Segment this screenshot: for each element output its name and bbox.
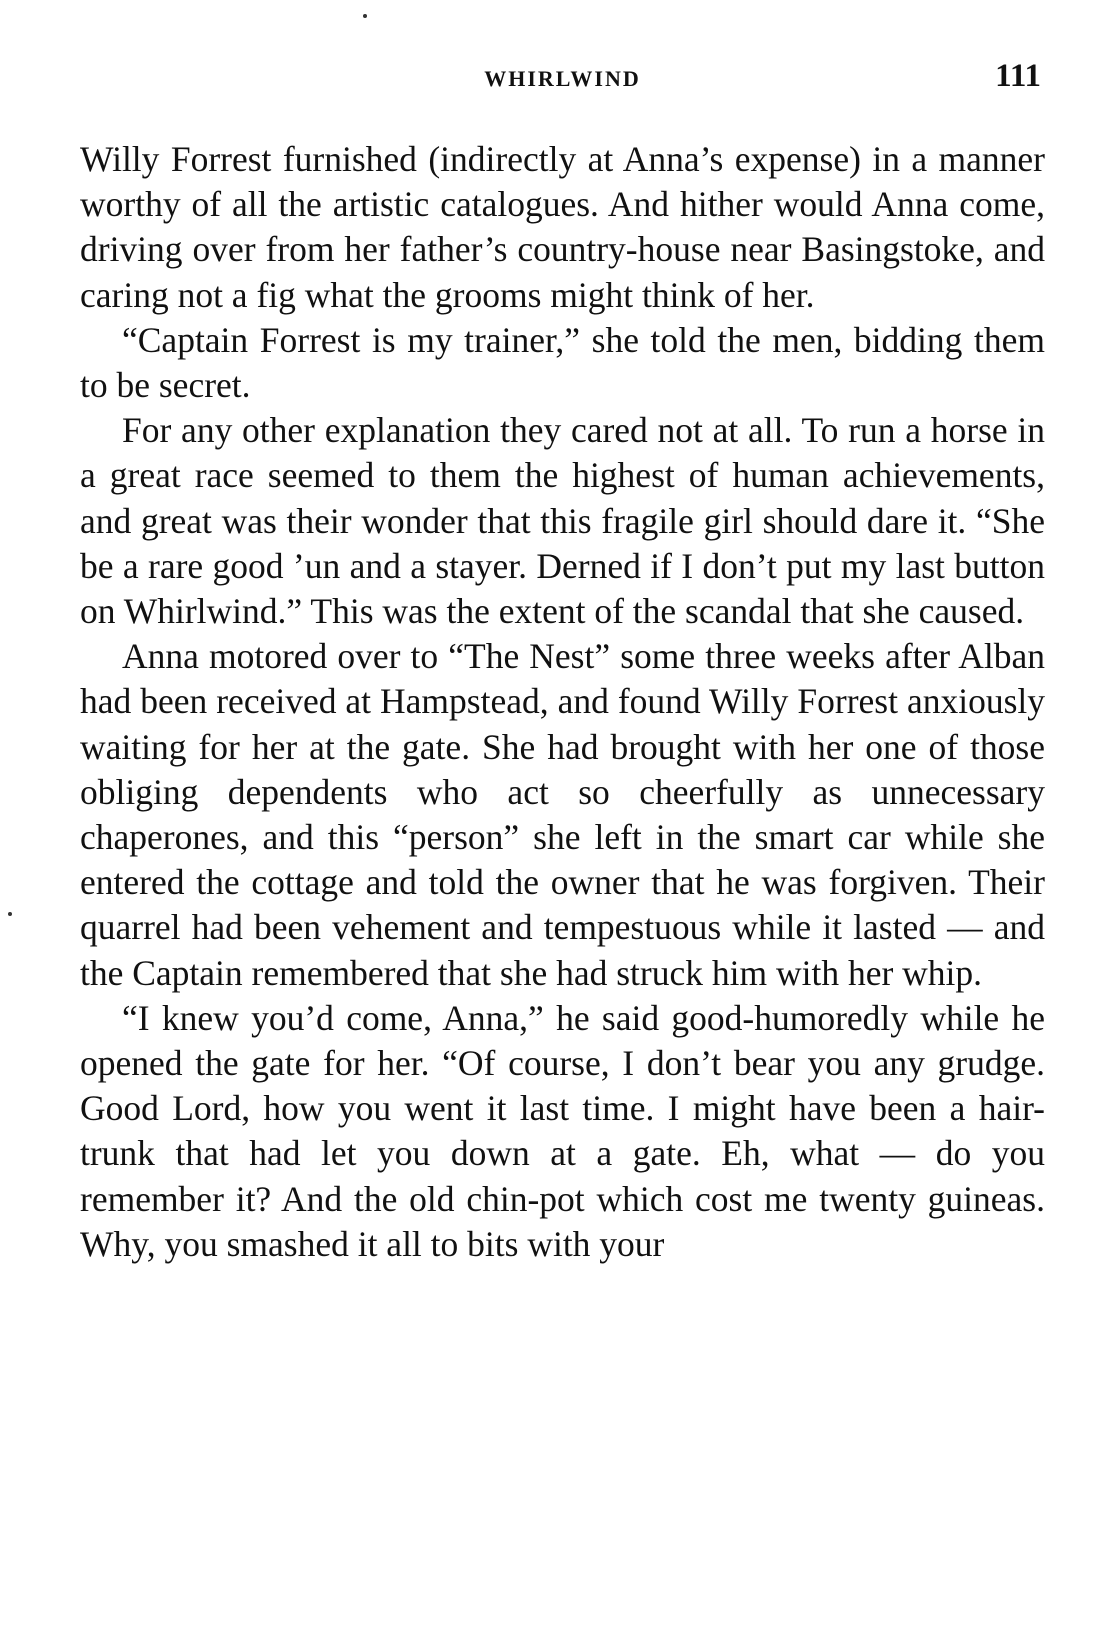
print-speck [8,912,12,916]
running-title: WHIRLWIND [484,66,641,91]
paragraph-continued: Willy Forrest furnished (indirectly at Anna’s expense) in a manner worthy of all the artistic catalogues. And hither would Anna come, driving over from her father’s country-house near Basingstoke, and caring not a fig what the grooms might think of her. [80,139,1045,315]
running-head [80,58,1045,98]
paragraph: For any other explanation they cared not at all. To run a horse in a great race seemed to them the highest of human achievements, and great was their wonder that this fragile girl should dare it. “She be a rare good ’un and a stayer. Derned if I don’t put my last button on Whirlwind.” This was the extent of the scandal that she caused. [80,410,1045,632]
book-page [80,0,1045,1638]
paragraph: Anna motored over to “The Nest” some three weeks after Alban had been received at Hampstead, and found Willy Forrest anxiously waiting for her at the gate. She had brought with her one of those obliging dependents who act so cheerfully as unnecessary chaperones, and this “person” she left in the smart car while she entered the cottage and told the owner that he was forgiven. Their quarrel had been vehement and tempestuous while it lasted — and the Captain remembered that she had struck him with her whip. [80,636,1045,993]
body-text [80,137,1045,1267]
paragraph: “Captain Forrest is my trainer,” she told the men, bidding them to be secret. [80,319,1045,406]
paragraph: “I knew you’d come, Anna,” he said good-humoredly while he opened the gate for her. “Of course, I don’t bear you any grudge. Good Lord, how you went it last time. I might have been a hair-trunk that had let you down at a gate. Eh, what — do you remember it? And the old chin-pot which cost me twenty guineas. Why, you smashed it all to bits with your [80,997,1045,1264]
print-speck [363,14,367,18]
page-number: 111 [995,58,1041,94]
